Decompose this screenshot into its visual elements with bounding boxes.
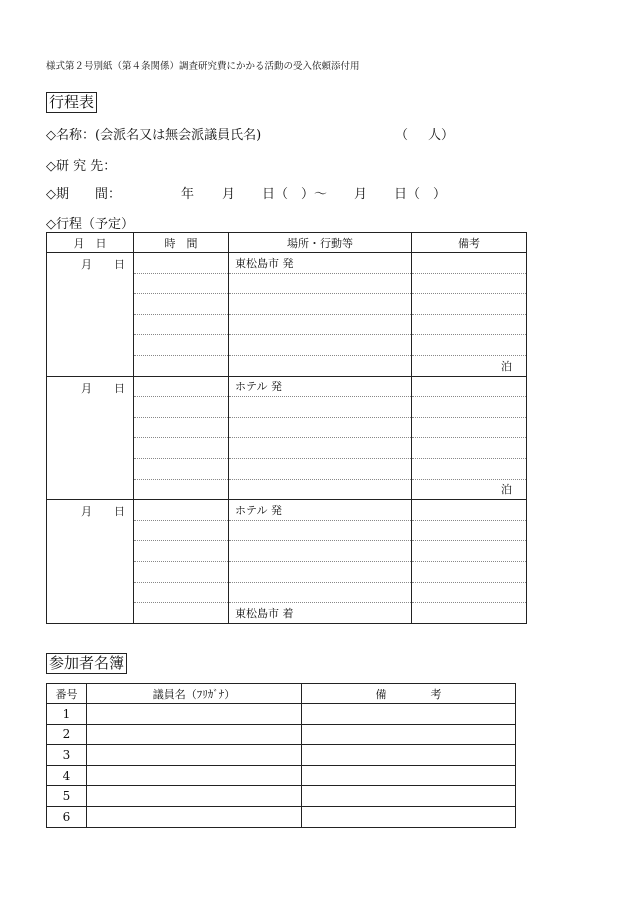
itinerary-note-cell[interactable] <box>412 314 527 335</box>
itinerary-time-cell[interactable] <box>134 335 229 356</box>
itinerary-note-cell[interactable] <box>412 376 527 397</box>
itinerary-place-cell[interactable]: ホテル 発 <box>229 500 412 521</box>
members-table <box>46 683 516 828</box>
itinerary-time-cell[interactable] <box>134 253 229 274</box>
itinerary-time-cell[interactable] <box>134 500 229 521</box>
header-time: 時 間 <box>134 233 229 253</box>
itinerary-note-cell[interactable]: 泊 <box>412 479 527 500</box>
member-name-cell[interactable] <box>87 745 302 766</box>
itinerary-note-cell[interactable] <box>412 294 527 315</box>
itinerary-note-cell[interactable] <box>412 561 527 582</box>
itinerary-time-cell[interactable] <box>134 561 229 582</box>
itinerary-place-cell[interactable] <box>229 541 412 562</box>
header-number: 番号 <box>47 684 87 704</box>
itinerary-time-cell[interactable] <box>134 417 229 438</box>
itinerary-time-cell[interactable] <box>134 582 229 603</box>
itinerary-note-cell[interactable] <box>412 438 527 459</box>
itinerary-place-cell[interactable] <box>229 479 412 500</box>
itinerary-time-cell[interactable] <box>134 376 229 397</box>
period-month-start: 月 <box>222 187 236 202</box>
member-remarks-cell[interactable] <box>302 704 516 725</box>
itinerary-place-cell[interactable]: 東松島市 発 <box>229 253 412 274</box>
member-number: 3 <box>47 745 87 766</box>
itinerary-time-cell[interactable] <box>134 458 229 479</box>
itinerary-title: 行程表 <box>46 92 97 113</box>
itinerary-place-cell[interactable] <box>229 355 412 376</box>
member-row <box>47 806 516 827</box>
member-number: 2 <box>47 724 87 745</box>
itinerary-place-cell[interactable]: ホテル 発 <box>229 376 412 397</box>
member-remarks-cell[interactable] <box>302 745 516 766</box>
member-name-cell[interactable] <box>87 786 302 807</box>
member-name-cell[interactable] <box>87 724 302 745</box>
itinerary-note-cell[interactable] <box>412 458 527 479</box>
itinerary-time-cell[interactable] <box>134 397 229 418</box>
member-remarks-cell[interactable] <box>302 724 516 745</box>
member-name-cell[interactable] <box>87 806 302 827</box>
member-row <box>47 704 516 725</box>
itinerary-date-cell[interactable]: 月 日 <box>47 500 134 624</box>
itinerary-time-cell[interactable] <box>134 273 229 294</box>
itinerary-note-cell[interactable] <box>412 335 527 356</box>
member-number: 5 <box>47 786 87 807</box>
period-label: ◇期 間： <box>46 187 121 202</box>
itinerary-row <box>47 253 527 274</box>
member-number: 6 <box>47 806 87 827</box>
header-date: 月 日 <box>47 233 134 253</box>
headcount-open: （ <box>395 128 409 143</box>
itinerary-time-cell[interactable] <box>134 294 229 315</box>
itinerary-date-cell[interactable]: 月 日 <box>47 253 134 377</box>
headcount-unit: 人） <box>428 128 455 143</box>
itinerary-time-cell[interactable] <box>134 603 229 624</box>
itinerary-date-cell[interactable]: 月 日 <box>47 376 134 500</box>
header-place: 場所・行動等 <box>229 233 412 253</box>
member-row <box>47 724 516 745</box>
itinerary-note-cell[interactable] <box>412 273 527 294</box>
itinerary-time-cell[interactable] <box>134 314 229 335</box>
itinerary-place-cell[interactable] <box>229 561 412 582</box>
header-note: 備考 <box>412 233 527 253</box>
itinerary-table <box>46 232 527 624</box>
member-row <box>47 765 516 786</box>
period-day-start: 日（ ）～ <box>262 187 328 202</box>
itinerary-time-cell[interactable] <box>134 438 229 459</box>
itinerary-note-cell[interactable] <box>412 541 527 562</box>
name-label: ◇名称：(会派名又は無会派議員氏名) <box>46 128 262 143</box>
itinerary-time-cell[interactable] <box>134 479 229 500</box>
itinerary-place-cell[interactable] <box>229 335 412 356</box>
itinerary-place-cell[interactable] <box>229 314 412 335</box>
itinerary-note-cell[interactable]: 泊 <box>412 355 527 376</box>
member-remarks-cell[interactable] <box>302 806 516 827</box>
member-row <box>47 745 516 766</box>
itinerary-place-cell[interactable] <box>229 438 412 459</box>
schedule-label: ◇行程（予定） <box>46 217 134 232</box>
members-title: 参加者名簿 <box>46 653 127 674</box>
itinerary-row <box>47 376 527 397</box>
itinerary-note-cell[interactable] <box>412 417 527 438</box>
members-header-row <box>47 684 516 704</box>
itinerary-header-row <box>47 233 527 253</box>
itinerary-time-cell[interactable] <box>134 520 229 541</box>
member-remarks-cell[interactable] <box>302 765 516 786</box>
itinerary-note-cell[interactable] <box>412 397 527 418</box>
itinerary-note-cell[interactable] <box>412 582 527 603</box>
itinerary-place-cell[interactable] <box>229 294 412 315</box>
itinerary-note-cell[interactable] <box>412 603 527 624</box>
period-month-end: 月 <box>354 187 368 202</box>
member-name-cell[interactable] <box>87 704 302 725</box>
itinerary-place-cell[interactable] <box>229 582 412 603</box>
member-row <box>47 786 516 807</box>
itinerary-place-cell[interactable] <box>229 417 412 438</box>
itinerary-place-cell[interactable] <box>229 273 412 294</box>
itinerary-place-cell[interactable]: 東松島市 着 <box>229 603 412 624</box>
itinerary-place-cell[interactable] <box>229 397 412 418</box>
form-title: 様式第２号別紙（第４条関係）調査研究費にかかる活動の受入依頼添付用 <box>46 61 360 72</box>
itinerary-note-cell[interactable] <box>412 253 527 274</box>
member-number: 4 <box>47 765 87 786</box>
header-remarks: 備 考 <box>302 684 516 704</box>
destination-label: ◇研 究 先： <box>46 159 117 174</box>
itinerary-place-cell[interactable] <box>229 520 412 541</box>
itinerary-note-cell[interactable] <box>412 500 527 521</box>
member-name-cell[interactable] <box>87 765 302 786</box>
header-member-name: 議員名（ﾌﾘｶﾞﾅ） <box>87 684 302 704</box>
member-remarks-cell[interactable] <box>302 786 516 807</box>
itinerary-row <box>47 500 527 521</box>
itinerary-time-cell[interactable] <box>134 355 229 376</box>
period-year: 年 <box>181 187 195 202</box>
itinerary-time-cell[interactable] <box>134 541 229 562</box>
itinerary-note-cell[interactable] <box>412 520 527 541</box>
member-number: 1 <box>47 704 87 725</box>
itinerary-place-cell[interactable] <box>229 458 412 479</box>
period-day-end: 日（ ） <box>394 187 447 202</box>
